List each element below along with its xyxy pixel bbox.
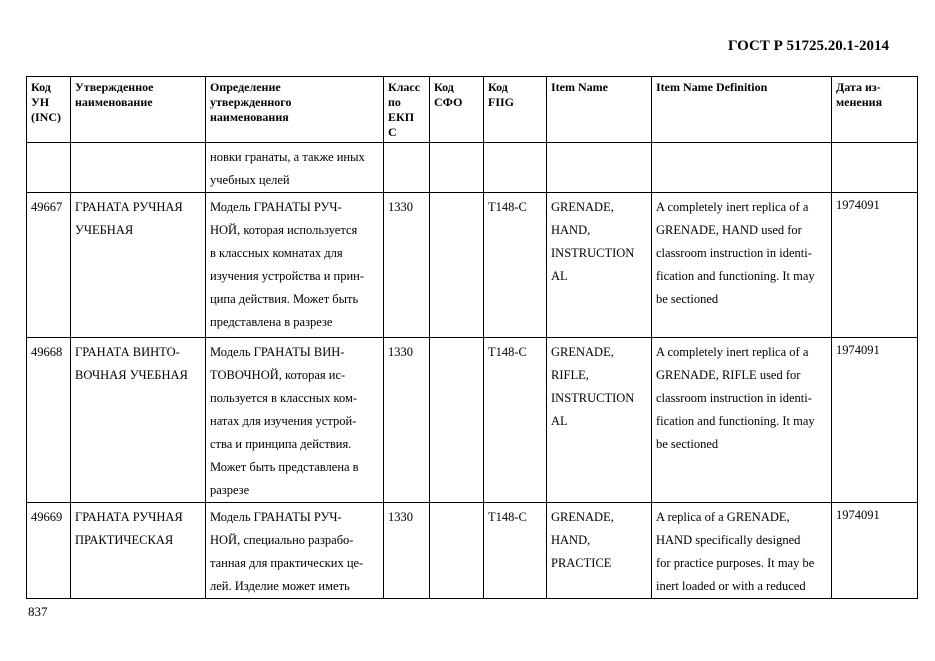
cell-line: HAND specifically designed bbox=[656, 533, 801, 547]
table-row bbox=[27, 338, 918, 503]
header-row bbox=[27, 77, 918, 143]
header-line: СФО bbox=[434, 95, 463, 109]
item-name-cell bbox=[547, 193, 652, 338]
standard-number: ГОСТ Р 51725.20.1-2014 bbox=[727, 38, 889, 54]
header-line: Код bbox=[488, 80, 508, 94]
cell-line: НОЙ, специально разрабо- bbox=[210, 533, 354, 547]
inc-code-cell bbox=[27, 143, 71, 193]
cell-line: изучения устройства и прин- bbox=[210, 269, 365, 283]
item-name-cell bbox=[547, 503, 652, 599]
cell-line: ципа действия. Может быть bbox=[210, 292, 359, 306]
cell-line: be sectioned bbox=[656, 292, 719, 306]
fiig-code-cell: T148-C bbox=[484, 503, 547, 599]
cell-line: AL bbox=[551, 414, 568, 428]
definition-cell bbox=[206, 503, 384, 599]
cell-line: Модель ГРАНАТЫ РУЧ- bbox=[210, 510, 342, 524]
approved-name-cell bbox=[71, 143, 206, 193]
cell-line: classroom instruction in identi- bbox=[656, 391, 812, 405]
header-line: Item Name Definition bbox=[656, 80, 768, 94]
item-definition-cell bbox=[652, 193, 832, 338]
cell-line: представлена в разрезе bbox=[210, 315, 333, 329]
cell-line: fication and functioning. It may bbox=[656, 414, 815, 428]
header-line: ЕКП bbox=[388, 110, 415, 124]
cell-line: разрезе bbox=[210, 483, 250, 497]
header-line: Класс bbox=[388, 80, 421, 94]
change-date-cell: 1974091 bbox=[832, 503, 918, 599]
header-col-class bbox=[384, 77, 430, 143]
class-cell: 1330 bbox=[384, 338, 430, 503]
cell-line: Может быть представлена в bbox=[210, 460, 359, 474]
header-line: утвержденного bbox=[210, 95, 292, 109]
header-col-item-name bbox=[547, 77, 652, 143]
header-line: менения bbox=[836, 95, 883, 109]
cell-line: ства и принципа действия. bbox=[210, 437, 352, 451]
header-line: по bbox=[388, 95, 401, 109]
sfo-code-cell bbox=[430, 503, 484, 599]
header-line: наименования bbox=[210, 110, 289, 124]
cell-line: ГРАНАТА РУЧНАЯ bbox=[75, 510, 183, 524]
page-number: 837 bbox=[28, 604, 48, 619]
header-col-sfo-code bbox=[430, 77, 484, 143]
cell-line: ГРАНАТА РУЧНАЯ bbox=[75, 200, 183, 214]
cell-line: НОЙ, которая используется bbox=[210, 223, 358, 237]
table-row bbox=[27, 143, 918, 193]
table-body bbox=[27, 143, 918, 599]
item-name-cell bbox=[547, 338, 652, 503]
cell-line: HAND, bbox=[551, 223, 591, 237]
approved-name-cell bbox=[71, 503, 206, 599]
header-line: Дата из- bbox=[836, 80, 881, 94]
cell-line: GRENADE, bbox=[551, 510, 614, 524]
cell-line: A replica of a GRENADE, bbox=[656, 510, 790, 524]
header-line: УН bbox=[31, 95, 50, 109]
header-col-change-date bbox=[832, 77, 918, 143]
cell-line: A completely inert replica of a bbox=[656, 345, 809, 359]
cell-line: A completely inert replica of a bbox=[656, 200, 809, 214]
change-date-cell: 1974091 bbox=[832, 338, 918, 503]
cell-line: учебных целей bbox=[210, 173, 290, 187]
cell-line: classroom instruction in identi- bbox=[656, 246, 812, 260]
fiig-code-cell bbox=[484, 143, 547, 193]
header-line: Item Name bbox=[551, 80, 608, 94]
header-line: Код bbox=[31, 80, 51, 94]
header-col-fiig-code bbox=[484, 77, 547, 143]
item-definition-cell bbox=[652, 503, 832, 599]
fiig-code-cell: T148-C bbox=[484, 338, 547, 503]
cell-line: for practice purposes. It may be bbox=[656, 556, 815, 570]
cell-line: GRENADE, bbox=[551, 200, 614, 214]
item-definition-cell bbox=[652, 143, 832, 193]
cell-line: HAND, bbox=[551, 533, 591, 547]
definition-cell bbox=[206, 143, 384, 193]
header-line: наименование bbox=[75, 95, 153, 109]
cell-line: PRACTICE bbox=[551, 556, 612, 570]
cell-line: ПРАКТИЧЕСКАЯ bbox=[75, 533, 174, 547]
cell-line: ВОЧНАЯ УЧЕБНАЯ bbox=[75, 368, 188, 382]
approved-name-cell bbox=[71, 338, 206, 503]
change-date-cell: 1974091 bbox=[832, 193, 918, 338]
cell-line: пользуется в классных ком- bbox=[210, 391, 358, 405]
approved-name-cell bbox=[71, 193, 206, 338]
table-row bbox=[27, 193, 918, 338]
cell-line: INSTRUCTION bbox=[551, 391, 635, 405]
cell-line: в классных комнатах для bbox=[210, 246, 343, 260]
inc-code-cell: 49669 bbox=[27, 503, 71, 599]
sfo-code-cell bbox=[430, 143, 484, 193]
catalog-table bbox=[26, 76, 918, 599]
class-cell: 1330 bbox=[384, 503, 430, 599]
cell-line: ТОВОЧНОЙ, которая ис- bbox=[210, 368, 346, 382]
sfo-code-cell bbox=[430, 338, 484, 503]
header-line: Код bbox=[434, 80, 454, 94]
change-date-cell bbox=[832, 143, 918, 193]
item-definition-cell bbox=[652, 338, 832, 503]
header-col-approved-name bbox=[71, 77, 206, 143]
item-name-cell bbox=[547, 143, 652, 193]
cell-line: RIFLE, bbox=[551, 368, 589, 382]
fiig-code-cell: T148-C bbox=[484, 193, 547, 338]
header-line: Определение bbox=[210, 80, 281, 94]
cell-line: Модель ГРАНАТЫ ВИН- bbox=[210, 345, 345, 359]
cell-line: INSTRUCTION bbox=[551, 246, 635, 260]
class-cell bbox=[384, 143, 430, 193]
cell-line: натах для изучения устрой- bbox=[210, 414, 357, 428]
cell-line: be sectioned bbox=[656, 437, 719, 451]
class-cell: 1330 bbox=[384, 193, 430, 338]
cell-line: fication and functioning. It may bbox=[656, 269, 815, 283]
header-line: FIIG bbox=[488, 95, 515, 109]
definition-cell bbox=[206, 338, 384, 503]
header-line: С bbox=[388, 125, 397, 139]
header-col-item-definition bbox=[652, 77, 832, 143]
header-line: (INC) bbox=[31, 110, 61, 124]
cell-line: GRENADE, bbox=[551, 345, 614, 359]
sfo-code-cell bbox=[430, 193, 484, 338]
cell-line: лей. Изделие может иметь bbox=[210, 579, 350, 593]
inc-code-cell: 49667 bbox=[27, 193, 71, 338]
cell-line: GRENADE, RIFLE used for bbox=[656, 368, 801, 382]
table-row bbox=[27, 503, 918, 599]
header-col-inc-code bbox=[27, 77, 71, 143]
inc-code-cell: 49668 bbox=[27, 338, 71, 503]
cell-line: AL bbox=[551, 269, 568, 283]
cell-line: GRENADE, HAND used for bbox=[656, 223, 802, 237]
cell-line: УЧЕБНАЯ bbox=[75, 223, 134, 237]
cell-line: ГРАНАТА ВИНТО- bbox=[75, 345, 180, 359]
header-col-definition bbox=[206, 77, 384, 143]
header-line: Утвержденное bbox=[75, 80, 154, 94]
cell-line: танная для практических це- bbox=[210, 556, 364, 570]
cell-line: inert loaded or with a reduced bbox=[656, 579, 806, 593]
cell-line: новки гранаты, а также иных bbox=[210, 150, 365, 164]
cell-line: Модель ГРАНАТЫ РУЧ- bbox=[210, 200, 342, 214]
definition-cell bbox=[206, 193, 384, 338]
